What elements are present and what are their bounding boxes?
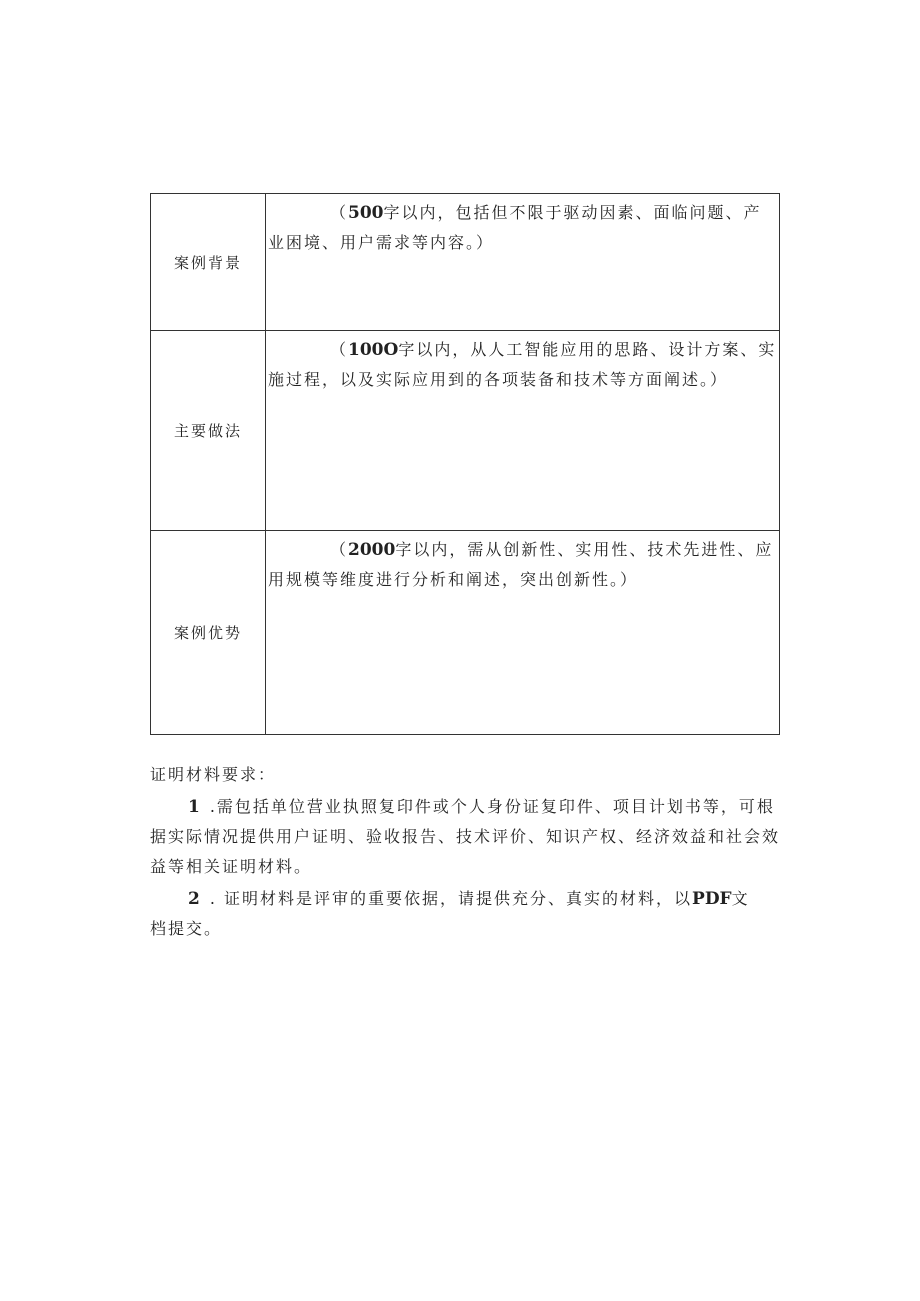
word-limit: 2000 [348,540,396,560]
table-row [151,194,780,331]
table-row [151,531,780,735]
item-text-end: 文档提交。 [150,889,750,938]
content-cell-approach[interactable] [266,331,780,531]
requirement-item-2 [150,884,780,944]
requirements-section [150,760,780,944]
table-row [151,331,780,531]
guidance-text: （500字以内，包括但不限于驱动因素、面临问题、产业困境、用户需求等内容。） [268,203,762,252]
word-limit: 100O [348,340,399,360]
row-label-background: 案例背景 [151,194,266,331]
content-cell-background[interactable] [266,194,780,331]
guidance-desc: 字以内，包括但不限于驱动因素、面临问题、产业困境、用户需求等内容。） [268,203,762,252]
item-text: . 证明材料是评审的重要依据，请提供充分、真实的材料，以 [209,889,693,908]
requirements-heading: 证明材料要求： [150,765,277,784]
item-number: 2 [188,889,200,909]
content-cell-advantages[interactable] [266,531,780,735]
item-number: 1 [188,797,200,817]
row-label-advantages: 案例优势 [151,531,266,735]
file-format: PDF [692,889,732,909]
row-label-approach: 主要做法 [151,331,266,531]
requirement-item-1 [150,792,780,882]
guidance-text: （2000字以内，需从创新性、实用性、技术先进性、应用规模等维度进行分析和阐述，突出创新性。） [268,540,774,589]
item-text: .需包括单位营业执照复印件或个人身份证复印件、项目计划书等，可根据实际情况提供用户证明、验收报告、技术评价、知识产权、经济效益和社会效益等相关证明材料。 [150,797,781,876]
guidance-desc: 字以内，需从创新性、实用性、技术先进性、应用规模等维度进行分析和阐述，突出创新性。） [268,540,774,589]
case-info-table [150,193,780,735]
word-limit: 500 [348,203,384,223]
guidance-text: （100O字以内，从人工智能应用的思路、设计方案、实施过程，以及实际应用到的各项装备和技术等方面阐述。） [268,340,777,389]
guidance-desc: 字以内，从人工智能应用的思路、设计方案、实施过程，以及实际应用到的各项装备和技术等方面阐述。） [268,340,777,389]
